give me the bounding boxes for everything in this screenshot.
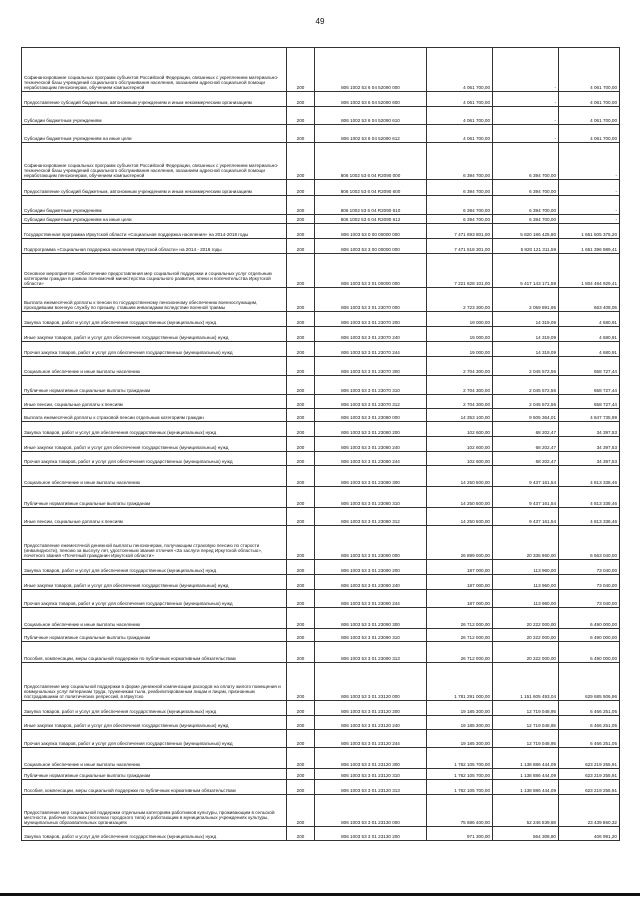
unexecuted-assignments-cell: 6 466 251,05 bbox=[559, 716, 620, 730]
approved-assignments-cell: 75 686 400,00 bbox=[427, 795, 493, 827]
approved-assignments-cell: 6 394 700,00 bbox=[427, 143, 493, 180]
table-row bbox=[22, 780, 620, 795]
unexecuted-assignments-cell: 658 727,44 bbox=[559, 376, 620, 395]
table-row bbox=[22, 466, 620, 487]
line-code-cell: 200 bbox=[287, 48, 315, 92]
approved-assignments-cell: 2 704 300,00 bbox=[427, 376, 493, 395]
line-code-cell: 200 bbox=[287, 143, 315, 180]
table-row bbox=[22, 437, 620, 452]
expense-name-cell: Публичные нормативные социальные выплаты гражданам bbox=[22, 629, 287, 642]
unexecuted-assignments-cell: 34 397,53 bbox=[559, 422, 620, 437]
executed-amount-cell: 52 246 539,68 bbox=[493, 795, 559, 827]
unexecuted-assignments-cell: 73 040,00 bbox=[559, 590, 620, 608]
unexecuted-assignments-cell: 1 804 484 929,41 bbox=[559, 254, 620, 288]
expense-name-cell: Закупка товаров, работ и услуг для обеспечения государственных (муниципальных) нужд bbox=[22, 312, 287, 327]
table-row bbox=[22, 422, 620, 437]
expense-name-cell: Иные закупки товаров, работ и услуг для обеспечения государственных (муниципальных) нужд bbox=[22, 437, 287, 452]
expense-name-cell: Публичные нормативные социальные выплаты гражданам bbox=[22, 376, 287, 395]
expense-name-cell: Социальное обеспечение и иные выплаты населению bbox=[22, 608, 287, 629]
executed-amount-cell: 12 719 048,95 bbox=[493, 730, 559, 748]
table-row bbox=[22, 125, 620, 143]
executed-amount-cell: - bbox=[493, 92, 559, 107]
budget-classification-code-cell: 806 1003 53 3 01 23070 312 bbox=[315, 395, 427, 409]
unexecuted-assignments-cell: 406 991,20 bbox=[559, 827, 620, 841]
line-code-cell: 200 bbox=[287, 780, 315, 795]
budget-classification-code-cell: 806 1003 53 3 01 23090 300 bbox=[315, 608, 427, 629]
executed-amount-cell: 20 222 000,00 bbox=[493, 642, 559, 663]
executed-amount-cell: 20 222 000,00 bbox=[493, 608, 559, 629]
line-code-cell: 200 bbox=[287, 254, 315, 288]
table-row bbox=[22, 327, 620, 342]
budget-classification-code-cell: 806 1002 53 6 04 52090 610 bbox=[315, 107, 427, 125]
executed-amount-cell: 564 308,80 bbox=[493, 827, 559, 841]
budget-classification-code-cell: 806 1002 53 6 04 R2090 610 bbox=[315, 196, 427, 215]
budget-classification-code-cell: 806 1003 53 3 01 00000 000 bbox=[315, 254, 427, 288]
budget-classification-code-cell: 806 1003 53 3 01 23090 310 bbox=[315, 629, 427, 642]
approved-assignments-cell: 7 471 518 301,00 bbox=[427, 239, 493, 254]
unexecuted-assignments-cell: 6 466 251,05 bbox=[559, 730, 620, 748]
executed-amount-cell: 5 417 143 171,59 bbox=[493, 254, 559, 288]
approved-assignments-cell: 14 250 500,00 bbox=[427, 508, 493, 526]
executed-amount-cell: 2 045 572,56 bbox=[493, 376, 559, 395]
table-row bbox=[22, 312, 620, 327]
line-code-cell: 200 bbox=[287, 827, 315, 841]
unexecuted-assignments-cell: 4 680,91 bbox=[559, 327, 620, 342]
unexecuted-assignments-cell: 623 219 255,91 bbox=[559, 780, 620, 795]
budget-classification-code-cell: 806 1003 53 3 01 23090 200 bbox=[315, 560, 427, 575]
budget-classification-code-cell: 806 1003 53 3 01 23080 300 bbox=[315, 466, 427, 487]
executed-amount-cell: 20 335 960,00 bbox=[493, 526, 559, 560]
unexecuted-assignments-cell: 623 219 255,91 bbox=[559, 769, 620, 780]
expense-name-cell: Публичные нормативные социальные выплаты гражданам bbox=[22, 487, 287, 508]
unexecuted-assignments-cell: 4 061 700,00 bbox=[559, 125, 620, 143]
executed-amount-cell: 68 202,47 bbox=[493, 452, 559, 466]
executed-amount-cell: 9 437 161,54 bbox=[493, 487, 559, 508]
executed-amount-cell: - bbox=[493, 125, 559, 143]
table-row bbox=[22, 288, 620, 312]
line-code-cell: 200 bbox=[287, 409, 315, 422]
expense-name-cell: Закупка товаров, работ и услуг для обеспечения государственных (муниципальных) нужд bbox=[22, 827, 287, 841]
executed-amount-cell: 1 138 886 444,09 bbox=[493, 769, 559, 780]
executed-amount-cell: - bbox=[493, 48, 559, 92]
line-code-cell: 200 bbox=[287, 395, 315, 409]
approved-assignments-cell: 102 600,00 bbox=[427, 452, 493, 466]
line-code-cell: 200 bbox=[287, 437, 315, 452]
line-code-cell: 200 bbox=[287, 590, 315, 608]
expense-name-cell: Субсидии бюджетным учреждениям bbox=[22, 107, 287, 125]
budget-classification-code-cell: 806 1003 53 3 01 23080 312 bbox=[315, 508, 427, 526]
budget-classification-code-cell: 806 1003 53 3 01 23120 244 bbox=[315, 730, 427, 748]
approved-assignments-cell: 1 762 105 700,00 bbox=[427, 748, 493, 769]
budget-classification-code-cell: 806 1003 53 3 01 23090 313 bbox=[315, 642, 427, 663]
line-code-cell: 200 bbox=[287, 376, 315, 395]
approved-assignments-cell: 1 781 291 000,00 bbox=[427, 663, 493, 701]
budget-classification-code-cell: 806 1003 53 3 01 23120 300 bbox=[315, 748, 427, 769]
executed-amount-cell: 1 138 886 444,09 bbox=[493, 748, 559, 769]
unexecuted-assignments-cell: 4 847 735,99 bbox=[559, 409, 620, 422]
table-row bbox=[22, 143, 620, 180]
budget-classification-code-cell: 806 1003 53 3 01 23130 000 bbox=[315, 795, 427, 827]
table-row bbox=[22, 92, 620, 107]
table-row bbox=[22, 716, 620, 730]
budget-classification-code-cell: 806 1003 53 3 01 23070 200 bbox=[315, 312, 427, 327]
unexecuted-assignments-cell: 4 680,91 bbox=[559, 342, 620, 357]
table-row bbox=[22, 376, 620, 395]
page-number: 49 bbox=[315, 17, 325, 26]
approved-assignments-cell: 19 000,00 bbox=[427, 312, 493, 327]
budget-classification-code-cell: 806 1003 53 3 01 23070 240 bbox=[315, 327, 427, 342]
executed-amount-cell: 9 437 161,54 bbox=[493, 508, 559, 526]
approved-assignments-cell: 4 061 700,00 bbox=[427, 125, 493, 143]
table-row bbox=[22, 508, 620, 526]
expense-name-cell: Иные закупки товаров, работ и услуг для обеспечения государственных (муниципальных) нужд bbox=[22, 575, 287, 590]
approved-assignments-cell: 19 185 300,00 bbox=[427, 716, 493, 730]
budget-classification-code-cell: 806 1003 53 3 00 00000 000 bbox=[315, 239, 427, 254]
table-row bbox=[22, 239, 620, 254]
budget-classification-code-cell: 806 1002 53 6 04 R2090 000 bbox=[315, 143, 427, 180]
approved-assignments-cell: 187 000,00 bbox=[427, 575, 493, 590]
approved-assignments-cell: 187 000,00 bbox=[427, 590, 493, 608]
expense-name-cell: Прочая закупка товаров, работ и услуг для обеспечения государственных (муниципальных) нужд bbox=[22, 590, 287, 608]
expense-name-cell: Прочая закупка товаров, работ и услуг для обеспечения государственных (муниципальных) нужд bbox=[22, 730, 287, 748]
executed-amount-cell: 113 960,00 bbox=[493, 560, 559, 575]
unexecuted-assignments-cell: 6 466 251,05 bbox=[559, 701, 620, 716]
approved-assignments-cell: 14 250 500,00 bbox=[427, 466, 493, 487]
unexecuted-assignments-cell: 34 397,53 bbox=[559, 452, 620, 466]
unexecuted-assignments-cell: 23 439 860,32 bbox=[559, 795, 620, 827]
table-row bbox=[22, 254, 620, 288]
line-code-cell: 200 bbox=[287, 487, 315, 508]
unexecuted-assignments-cell: 658 727,44 bbox=[559, 357, 620, 376]
unexecuted-assignments-cell: 4 061 700,00 bbox=[559, 92, 620, 107]
expense-name-cell: Софинансирование социальных программ субъектов Российской Федерации, связанных с укреплением материально-технической базы учреждений социального обслуживания населения, оказанием адресной социальной помощи неработающим пенсионерам, обучением компьютерной bbox=[22, 143, 287, 180]
unexecuted-assignments-cell: - bbox=[559, 196, 620, 215]
budget-classification-code-cell: 806 1002 53 6 04 R2090 612 bbox=[315, 215, 427, 224]
unexecuted-assignments-cell: 34 397,53 bbox=[559, 437, 620, 452]
approved-assignments-cell: 19 185 300,00 bbox=[427, 730, 493, 748]
table-row bbox=[22, 487, 620, 508]
approved-assignments-cell: 14 353 100,00 bbox=[427, 409, 493, 422]
approved-assignments-cell: 6 394 700,00 bbox=[427, 196, 493, 215]
table-row bbox=[22, 224, 620, 239]
approved-assignments-cell: 26 712 000,00 bbox=[427, 608, 493, 629]
unexecuted-assignments-cell: 4 680,91 bbox=[559, 312, 620, 327]
expense-name-cell: Социальное обеспечение и иные выплаты населению bbox=[22, 357, 287, 376]
table-row bbox=[22, 48, 620, 92]
budget-classification-code-cell: 806 1003 53 3 01 23080 244 bbox=[315, 452, 427, 466]
approved-assignments-cell: 4 061 700,00 bbox=[427, 48, 493, 92]
approved-assignments-cell: 19 000,00 bbox=[427, 342, 493, 357]
unexecuted-assignments-cell: 4 061 700,00 bbox=[559, 107, 620, 125]
unexecuted-assignments-cell: 4 813 338,46 bbox=[559, 508, 620, 526]
line-code-cell: 200 bbox=[287, 716, 315, 730]
budget-classification-code-cell: 806 1003 53 0 00 00000 000 bbox=[315, 224, 427, 239]
expense-name-cell: Выплата ежемесячной доплаты к пенсии по государственному пенсионному обеспечению военнослужащим, проходившим военную службу по призыву, ставшим инвалидами вследствие военной травмы bbox=[22, 288, 287, 312]
line-code-cell: 200 bbox=[287, 92, 315, 107]
expense-name-cell: Выплата ежемесячной доплаты к страховой пенсии отдельным категориям граждан bbox=[22, 409, 287, 422]
executed-amount-cell: 20 222 000,00 bbox=[493, 629, 559, 642]
unexecuted-assignments-cell: 663 408,05 bbox=[559, 288, 620, 312]
expense-name-cell: Подпрограмма «Социальная поддержка населения Иркутской области» на 2014 - 2018 годы bbox=[22, 239, 287, 254]
table-row bbox=[22, 409, 620, 422]
table-row bbox=[22, 590, 620, 608]
budget-classification-code-cell: 806 1003 53 3 01 23080 240 bbox=[315, 437, 427, 452]
table-row bbox=[22, 575, 620, 590]
line-code-cell: 200 bbox=[287, 466, 315, 487]
expense-name-cell: Государственная программа Иркутской области «Социальная поддержка населения» на 2014-2018 годы bbox=[22, 224, 287, 239]
unexecuted-assignments-cell: 73 040,00 bbox=[559, 575, 620, 590]
budget-classification-code-cell: 806 1003 53 3 01 23090 244 bbox=[315, 590, 427, 608]
approved-assignments-cell: 26 712 000,00 bbox=[427, 629, 493, 642]
executed-amount-cell: 12 719 048,95 bbox=[493, 701, 559, 716]
table-row bbox=[22, 395, 620, 409]
budget-execution-table bbox=[21, 47, 620, 841]
budget-classification-code-cell: 806 1002 53 6 04 R2090 600 bbox=[315, 180, 427, 196]
approved-assignments-cell: 26 712 000,00 bbox=[427, 642, 493, 663]
budget-classification-code-cell: 806 1003 53 3 01 23120 000 bbox=[315, 663, 427, 701]
unexecuted-assignments-cell: 658 727,44 bbox=[559, 395, 620, 409]
budget-classification-code-cell: 806 1003 53 3 01 23080 310 bbox=[315, 487, 427, 508]
line-code-cell: 200 bbox=[287, 508, 315, 526]
approved-assignments-cell: 2 704 300,00 bbox=[427, 357, 493, 376]
line-code-cell: 200 bbox=[287, 422, 315, 437]
unexecuted-assignments-cell: 6 490 000,00 bbox=[559, 608, 620, 629]
executed-amount-cell: 6 394 700,00 bbox=[493, 196, 559, 215]
budget-classification-code-cell: 806 1003 53 3 01 23090 240 bbox=[315, 575, 427, 590]
table-row bbox=[22, 769, 620, 780]
table-row bbox=[22, 526, 620, 560]
budget-classification-code-cell: 806 1003 53 3 01 23120 310 bbox=[315, 769, 427, 780]
approved-assignments-cell: 7 471 693 801,00 bbox=[427, 224, 493, 239]
table-row bbox=[22, 663, 620, 701]
line-code-cell: 200 bbox=[287, 663, 315, 701]
line-code-cell: 200 bbox=[287, 288, 315, 312]
budget-classification-code-cell: 806 1003 53 3 01 23120 200 bbox=[315, 701, 427, 716]
executed-amount-cell: 1 138 886 444,09 bbox=[493, 780, 559, 795]
expense-name-cell: Предоставление субсидий бюджетным, автономным учреждениям и иным некоммерческим организациям bbox=[22, 180, 287, 196]
unexecuted-assignments-cell: 4 813 338,46 bbox=[559, 466, 620, 487]
executed-amount-cell: 5 820 186 425,80 bbox=[493, 224, 559, 239]
approved-assignments-cell: 19 185 300,00 bbox=[427, 701, 493, 716]
line-code-cell: 200 bbox=[287, 701, 315, 716]
executed-amount-cell: 2 045 572,56 bbox=[493, 357, 559, 376]
executed-amount-cell: 14 319,09 bbox=[493, 342, 559, 357]
approved-assignments-cell: 6 394 700,00 bbox=[427, 215, 493, 224]
expense-name-cell: Закупка товаров, работ и услуг для обеспечения государственных (муниципальных) нужд bbox=[22, 422, 287, 437]
expense-name-cell: Социальное обеспечение и иные выплаты населению bbox=[22, 466, 287, 487]
line-code-cell: 200 bbox=[287, 224, 315, 239]
line-code-cell: 200 bbox=[287, 357, 315, 376]
line-code-cell: 200 bbox=[287, 795, 315, 827]
expense-name-cell: Публичные нормативные социальные выплаты гражданам bbox=[22, 769, 287, 780]
approved-assignments-cell: 7 221 628 101,00 bbox=[427, 254, 493, 288]
executed-amount-cell: 2 045 572,56 bbox=[493, 395, 559, 409]
unexecuted-assignments-cell: 1 651 396 989,41 bbox=[559, 239, 620, 254]
approved-assignments-cell: 971 300,00 bbox=[427, 827, 493, 841]
executed-amount-cell: - bbox=[493, 107, 559, 125]
unexecuted-assignments-cell: 629 685 506,96 bbox=[559, 663, 620, 701]
line-code-cell: 200 bbox=[287, 608, 315, 629]
unexecuted-assignments-cell: - bbox=[559, 143, 620, 180]
expense-name-cell: Предоставление субсидий бюджетным, автономным учреждениям и иным некоммерческим организациям bbox=[22, 92, 287, 107]
approved-assignments-cell: 2 723 300,00 bbox=[427, 288, 493, 312]
table-row bbox=[22, 560, 620, 575]
executed-amount-cell: 12 719 048,95 bbox=[493, 716, 559, 730]
executed-amount-cell: 6 394 700,00 bbox=[493, 143, 559, 180]
line-code-cell: 200 bbox=[287, 239, 315, 254]
unexecuted-assignments-cell: 6 563 040,00 bbox=[559, 526, 620, 560]
budget-classification-code-cell: 806 1002 53 6 04 52090 000 bbox=[315, 48, 427, 92]
unexecuted-assignments-cell: - bbox=[559, 215, 620, 224]
approved-assignments-cell: 14 250 500,00 bbox=[427, 487, 493, 508]
line-code-cell: 200 bbox=[287, 560, 315, 575]
approved-assignments-cell: 19 000,00 bbox=[427, 327, 493, 342]
expense-name-cell: Субсидии бюджетным учреждениям на иные цели bbox=[22, 125, 287, 143]
line-code-cell: 200 bbox=[287, 327, 315, 342]
budget-classification-code-cell: 806 1003 53 3 01 23080 000 bbox=[315, 409, 427, 422]
budget-classification-code-cell: 806 1003 53 3 01 23070 000 bbox=[315, 288, 427, 312]
line-code-cell: 200 bbox=[287, 769, 315, 780]
line-code-cell: 200 bbox=[287, 125, 315, 143]
table-row bbox=[22, 608, 620, 629]
budget-classification-code-cell: 806 1003 53 3 01 23090 000 bbox=[315, 526, 427, 560]
line-code-cell: 200 bbox=[287, 629, 315, 642]
unexecuted-assignments-cell: 4 061 700,00 bbox=[559, 48, 620, 92]
table-row bbox=[22, 730, 620, 748]
approved-assignments-cell: 6 394 700,00 bbox=[427, 180, 493, 196]
approved-assignments-cell: 4 061 700,00 bbox=[427, 107, 493, 125]
table-row bbox=[22, 107, 620, 125]
executed-amount-cell: 9 437 161,54 bbox=[493, 466, 559, 487]
expense-name-cell: Социальное обеспечение и иные выплаты населению bbox=[22, 748, 287, 769]
line-code-cell: 200 bbox=[287, 748, 315, 769]
expense-name-cell: Пособия, компенсации, меры социальной поддержки по публичным нормативным обязательствам bbox=[22, 642, 287, 663]
expense-name-cell: Субсидии бюджетным учреждениям на иные цели bbox=[22, 215, 287, 224]
expense-name-cell: Иные пенсии, социальные доплаты к пенсиям bbox=[22, 508, 287, 526]
budget-classification-code-cell: 806 1003 53 3 01 23080 200 bbox=[315, 422, 427, 437]
approved-assignments-cell: 4 061 700,00 bbox=[427, 92, 493, 107]
budget-classification-code-cell: 806 1003 53 3 01 23120 313 bbox=[315, 780, 427, 795]
unexecuted-assignments-cell: 623 219 255,91 bbox=[559, 748, 620, 769]
line-code-cell: 200 bbox=[287, 196, 315, 215]
line-code-cell: 200 bbox=[287, 107, 315, 125]
expense-name-cell: Закупка товаров, работ и услуг для обеспечения государственных (муниципальных) нужд bbox=[22, 560, 287, 575]
line-code-cell: 200 bbox=[287, 215, 315, 224]
expense-name-cell: Прочая закупка товаров, работ и услуг для обеспечения государственных (муниципальных) нужд bbox=[22, 342, 287, 357]
approved-assignments-cell: 1 762 105 700,00 bbox=[427, 780, 493, 795]
executed-amount-cell: 6 394 700,00 bbox=[493, 215, 559, 224]
table-row bbox=[22, 795, 620, 827]
table-row bbox=[22, 642, 620, 663]
table-row bbox=[22, 215, 620, 224]
line-code-cell: 200 bbox=[287, 575, 315, 590]
page-bottom-rule bbox=[0, 893, 640, 896]
line-code-cell: 200 bbox=[287, 526, 315, 560]
unexecuted-assignments-cell: 73 040,00 bbox=[559, 560, 620, 575]
line-code-cell: 200 bbox=[287, 452, 315, 466]
line-code-cell: 200 bbox=[287, 342, 315, 357]
expense-name-cell: Закупка товаров, работ и услуг для обеспечения государственных (муниципальных) нужд bbox=[22, 701, 287, 716]
line-code-cell: 200 bbox=[287, 642, 315, 663]
table-row bbox=[22, 629, 620, 642]
table-row bbox=[22, 342, 620, 357]
budget-classification-code-cell: 806 1003 53 3 01 23130 200 bbox=[315, 827, 427, 841]
expense-name-cell: Предоставление ежемесячной денежной выплаты пенсионерам, получающим страховую пенсию по старости (инвалидности), пенсию за выслугу лет, удостоенным звания отличия «За заслуги перед Иркутской областью», почетного звания «Почетный гражданин Иркутской области» bbox=[22, 526, 287, 560]
executed-amount-cell: 5 820 121 311,59 bbox=[493, 239, 559, 254]
approved-assignments-cell: 102 600,00 bbox=[427, 437, 493, 452]
executed-amount-cell: 9 505 364,01 bbox=[493, 409, 559, 422]
executed-amount-cell: 6 394 700,00 bbox=[493, 180, 559, 196]
expense-name-cell: Иные закупки товаров, работ и услуг для обеспечения государственных (муниципальных) нужд bbox=[22, 716, 287, 730]
table-row bbox=[22, 827, 620, 841]
table-row bbox=[22, 452, 620, 466]
executed-amount-cell: 1 151 605 493,04 bbox=[493, 663, 559, 701]
expense-name-cell: Софинансирование социальных программ субъектов Российской Федерации, связанных с укреплением материально-технической базы учреждений социального обслуживания населения, оказанием адресной социальной помощи неработающим пенсионерам, обучением компьютерной bbox=[22, 48, 287, 92]
expense-name-cell: Прочая закупка товаров, работ и услуг для обеспечения государственных (муниципальных) нужд bbox=[22, 452, 287, 466]
executed-amount-cell: 14 319,09 bbox=[493, 327, 559, 342]
executed-amount-cell: 14 319,09 bbox=[493, 312, 559, 327]
budget-classification-code-cell: 806 1003 53 3 01 23070 300 bbox=[315, 357, 427, 376]
approved-assignments-cell: 187 000,00 bbox=[427, 560, 493, 575]
expense-name-cell: Иные пенсии, социальные доплаты к пенсиям bbox=[22, 395, 287, 409]
line-code-cell: 200 bbox=[287, 730, 315, 748]
expense-name-cell: Субсидии бюджетным учреждениям bbox=[22, 196, 287, 215]
unexecuted-assignments-cell: 6 490 000,00 bbox=[559, 642, 620, 663]
budget-classification-code-cell: 806 1003 53 3 01 23120 240 bbox=[315, 716, 427, 730]
unexecuted-assignments-cell: 4 813 338,46 bbox=[559, 487, 620, 508]
table-row bbox=[22, 357, 620, 376]
unexecuted-assignments-cell: 6 490 000,00 bbox=[559, 629, 620, 642]
approved-assignments-cell: 2 704 300,00 bbox=[427, 395, 493, 409]
table-body bbox=[22, 48, 620, 841]
table-row bbox=[22, 180, 620, 196]
expense-name-cell: Основное мероприятие «Обеспечение предоставления мер социальной поддержки и социальных услуг отдельным категориям граждан в рамках полномочий министерства социального развития, опеки и попечительства Иркутской области» bbox=[22, 254, 287, 288]
approved-assignments-cell: 26 899 000,00 bbox=[427, 526, 493, 560]
table-row bbox=[22, 748, 620, 769]
budget-classification-code-cell: 806 1002 53 6 04 52090 600 bbox=[315, 92, 427, 107]
executed-amount-cell: 113 960,00 bbox=[493, 575, 559, 590]
expense-name-cell: Предоставление мер социальной поддержки в форме денежной компенсации расходов на оплату жилого помещения и коммунальных услуг ветеранам труда, труженикам тыла, реабилитированным лицам и лицам, признанным пострадавшими от политических репрессий, в Иркутско bbox=[22, 663, 287, 701]
table-row bbox=[22, 196, 620, 215]
approved-assignments-cell: 102 600,00 bbox=[427, 422, 493, 437]
expense-name-cell: Пособия, компенсации, меры социальной поддержки по публичным нормативным обязательствам bbox=[22, 780, 287, 795]
budget-classification-code-cell: 806 1003 53 3 01 23070 244 bbox=[315, 342, 427, 357]
expense-name-cell: Иные закупки товаров, работ и услуг для обеспечения государственных (муниципальных) нужд bbox=[22, 327, 287, 342]
executed-amount-cell: 2 059 891,95 bbox=[493, 288, 559, 312]
unexecuted-assignments-cell: 1 651 505 375,20 bbox=[559, 224, 620, 239]
expense-name-cell: Предоставление мер социальной поддержки отдельным категориям работников культуры, проживающим в сельской местности, рабочих поселках (поселках городского типа) и работающим в муниципальных учреждениях культуры, муниципальных образовательных организациях bbox=[22, 795, 287, 827]
approved-assignments-cell: 1 762 105 700,00 bbox=[427, 769, 493, 780]
budget-classification-code-cell: 806 1003 53 3 01 23070 310 bbox=[315, 376, 427, 395]
unexecuted-assignments-cell: - bbox=[559, 180, 620, 196]
budget-classification-code-cell: 806 1002 53 6 04 52090 612 bbox=[315, 125, 427, 143]
executed-amount-cell: 113 960,00 bbox=[493, 590, 559, 608]
executed-amount-cell: 68 202,47 bbox=[493, 437, 559, 452]
line-code-cell: 200 bbox=[287, 180, 315, 196]
line-code-cell: 200 bbox=[287, 312, 315, 327]
executed-amount-cell: 68 202,47 bbox=[493, 422, 559, 437]
table-row bbox=[22, 701, 620, 716]
